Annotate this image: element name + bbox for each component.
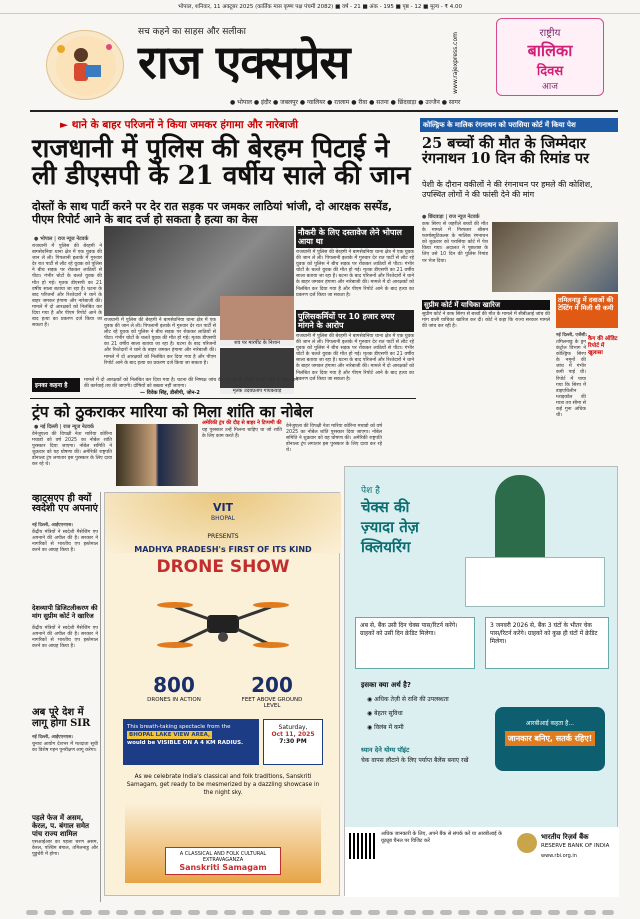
rbi-title3: क्लियरिंग [361,538,411,556]
rbi-benefit2: ◉ बेहतर सुविधा [367,710,403,717]
rbi-question: इसका क्या अर्थ है? [361,681,411,689]
rbi-seal [517,833,537,853]
vit-city: BHOPAL [210,515,236,522]
rbi-bubble1: आरबीआई कहता है... [525,720,575,727]
rbi-tip: चेक वापस लौटाने के लिए पर्याप्त बैलेंस बनाए रखें [361,757,469,764]
newspaper-title: राज एक्सप्रेस [138,35,350,89]
banner-title: Sanskriti Samagam [179,863,267,872]
rbi-intro: पेश है [361,486,380,496]
brief1-headline[interactable]: व्हाट्सएप ही क्यों स्वदेशी एप अपनाएं [32,493,98,514]
cheque-illustration [465,557,605,607]
brief3-body: चुनाव आयोग देशभर में मतदाता सूची का विशेष गहन पुनरीक्षण लागू करेगा। [32,742,98,754]
rbi-title2: ज़्यादा तेज़ [361,518,419,536]
rbi-benefit2-text: बेहतर सुविधा [374,710,403,717]
lead-byline: ● भोपाल | राज न्यूज नेटवर्क [34,236,89,242]
right-kicker: कोल्ड्रिफ के मालिक रंगनाथन को परासिया कोर्ट में किया पेश [420,118,618,132]
lead-bottom-rule [30,398,416,399]
show-date: Oct 11, 2025 [271,731,315,738]
victim-caption: मृतक उदयप्रताप गायकवाड़ [220,388,294,394]
reading-girl-logo [46,30,124,100]
rbi-cheque-ad[interactable] [344,466,618,896]
lead-body: राजधानी में पुलिस की बेरहमी ने बागसेवनिया थाना क्षेत्र में एक युवक की जान ले ली। पिपलानी इलाके में गुरुवार देर रात पार्टी से लौट रहे युवक को पुलिस ने बीच सड़क पर रोककर लाठियों से पीटा। गंभीर चोटों के चलते युवक की मौत हो गई। मृतक डीएसपी का 21 वर्षीय साला बताया जा रहा है। घटना के बाद परिजनों और रिश्तेदारों ने थाने के बाहर जमकर हंगामा और नारेबाजी की। मामले में दो आरक्षकों को निलंबित कर दिया गया है और पीएम रिपोर्ट आने के बाद हत्या का प्रकरण दर्ज किया जा सकता है। [32,244,102,329]
vit-line1: MADHYA PRADESH's FIRST OF ITS KIND [134,545,312,554]
side-byline: नई दिल्ली, एजेंसी: [556,333,588,338]
nobel-quote: अमेरिकी ट्रंप की दौड़ से बाहर ने टिप्पणी की [202,420,282,426]
box1-title: नौकरी के लिए दस्तावेज लेने भोपाल आया था [296,226,414,248]
page-dots-strip [0,900,640,908]
side-body: तमिलनाडु के ड्रग कंट्रोल विभाग ने कोल्ड्रिफ सिरप के नमूनों की जांच में गंभीर कमी पाई थी। रिपोर्ट में पाया गया कि सिरप में डाइएथिलीन ग्लाइकॉल की मात्रा तय सीमा से कई गुना अधिक थी। [556,340,586,419]
banner-text: A CLASSICAL AND FOLK CULTURAL EXTRAVAGANZA [179,851,267,863]
balika-line2: बालिका [527,41,573,60]
sc-subhead: सुप्रीम कोर्ट में याचिका खारिज [422,300,550,310]
date-box [263,719,323,765]
vit-drone-ad[interactable] [104,492,340,896]
brief2-headline[interactable]: देशव्यापी डिजिटलीकरण की मांग सुप्रीम कोर्ट ने खारिज [32,604,98,620]
balika-diwas-badge [496,18,604,96]
rangnathan-photo [492,222,618,292]
rbi-name-en: RESERVE BANK OF INDIA [541,843,610,849]
rbi-box1: अब से, बैंक उसी दिन चेक्स पास/रिटर्न करेंगे। ग्राहकों को उसी दिन क्रेडिट मिलेगा। [355,617,475,669]
show-time: 7:30 PM [279,738,307,745]
right-deck: पेशी के दौरान वकीलों ने की रंगनाथन पर हमले की कोशिश, उपस्थित लोगों ने की फांसी देने की मांग [422,180,593,199]
rbi-benefit1-text: अधिक तेज़ी से राशि की उपलब्धता [374,696,449,703]
edition-cities: ● भोपाल ● इंदौर ● जबलपुर ● ग्वालियर ● रतलाम ● रीवा ● सतना ● छिंदवाड़ा ● उज्जैन ● सागर [230,99,461,106]
right-body: कफ सिरप से जहरीले बच्चों की मौत के मामले में गिरफ्तार श्रीसन फार्मास्युटिकल्स के मालिक रंगनाथन को शुक्रवार को परासिया कोर्ट में पेश किया गया। अदालत ने पूछताछ के लिए उसे 10 दिन की पुलिस रिमांड पर भेज दिया। [422,222,488,264]
drone-show-title: DRONE SHOW [156,557,290,577]
inset-label: इनका कहना है [32,378,80,392]
inset-by: — विवेक सिंह, डीसीपी, जोन-2 [140,390,200,396]
nobel-byline: ● नई दिल्ली | राज न्यूज नेटवर्क [34,424,94,430]
inset-text: मामले में दो आरक्षकों को निलंबित कर दिया गया है। घटना की निष्पक्ष जांच की जा रही है, पीएम रिपोर्ट आने के बाद आगे की कार्रवाई तय की जाएगी। दोषियों को बख्शा नहीं जाएगा। [84,378,298,390]
box1-body: राजधानी में पुलिस की बेरहमी ने बागसेवनिया थाना क्षेत्र में एक युवक की जान ले ली। पिपलानी इलाके में गुरुवार देर रात पार्टी से लौट रहे युवक को पुलिस ने बीच सड़क पर रोककर लाठियों से पीटा। गंभीर चोटों के चलते युवक की मौत हो गई। मृतक डीएसपी का 21 वर्षीय साला बताया जा रहा है। घटना के बाद परिजनों और रिश्तेदारों ने थाने के बाहर जमकर हंगामा और नारेबाजी की। मामले में दो आरक्षकों को निलंबित कर दिया गया है और पीएम रिपोर्ट आने के बाद हत्या का प्रकरण दर्ज किया जा सकता है। [296,250,414,298]
balika-line4: आज [542,82,558,92]
rbi-name-hi: भारतीय रिज़र्व बैंक [541,833,589,841]
date-day: Saturday, [278,724,308,731]
vit-brand: VIT [212,501,234,514]
rbi-box2: 3 जनवरी 2026 से, बैंक 3 घंटों के भीतर चेक पास/रिटर्न करेंगे। ग्राहकों को कुछ ही घंटों में क्रेडिट मिलेगा। [485,617,609,669]
feet-label: FEET ABOVE GROUND LEVEL [241,697,303,709]
venue-box [123,719,259,765]
rbi-benefit3: ◉ विलंब में कमी [367,724,404,731]
brief4-body: एसआईआर का पहला चरण असम, केरल, पश्चिम बंगाल, तमिलनाडु और पुडुचेरी में होगा। [32,840,98,858]
brief1-byline: नई दिल्ली, आईएएनएस। [32,523,73,528]
nobel-photo [116,424,198,486]
sc-body: सुप्रीम कोर्ट ने कफ सिरप से बच्चों की मौत के मामले में सीबीआई जांच की मांग वाली याचिका खारिज कर दी। कोर्ट ने कहा कि राज्य सरकार मामले की जांच कर रही है। [422,312,550,330]
nobel-body: वेनेजुएला की विपक्षी नेता मारिया कोरिना मचाडो को वर्ष 2025 का नोबेल शांति पुरस्कार दिया जाएगा। नोबेल समिति ने शुक्रवार को यह घोषणा की। अमेरिकी राष्ट्रपति डोनाल्ड ट्रंप लगातार इस पुरस्कार के लिए दावा कर रहे थे। [32,432,112,468]
masthead-tagline: सच कहने का साहस और सलीका [138,27,246,37]
rbi-bubble [495,707,605,771]
right-headline[interactable]: 25 बच्चों की मौत के जिम्मेदार रंगनाथन 10 दिन की रिमांड पर [422,135,590,168]
brief4-headline[interactable]: पहले फेज में असम, केरल, प. बंगाल समेत पांच राज्य शामिल [32,814,89,838]
injury-caption: शव पर मारपीट के निशान [220,340,294,346]
cag-title: कैग की ऑडिट रिपोर्ट में खुलासा [588,336,618,356]
nobel-body-col2: वेनेजुएला की विपक्षी नेता मारिया कोरिना मचाडो को वर्ष 2025 का नोबेल शांति पुरस्कार दिया जाएगा। नोबेल समिति ने शुक्रवार को यह घोषणा की। अमेरिकी राष्ट्रपति डोनाल्ड ट्रंप लगातार इस पुरस्कार के लिए दावा कर रहे थे। [286,424,382,454]
dateline: भोपाल, शनिवार, 11 अक्टूबर 2025 (कार्तिक मास कृष्ण पक्ष पंचमी 2082) ■ वर्ष - 21 ■ अंक - 195 ■ पृष्ठ - 12 ■ मूल्य - ₹ 4.00 [0,0,640,14]
qr-code[interactable] [349,833,375,859]
rbi-footer [345,827,619,897]
rbi-benefit3-text: विलंब में कमी [374,724,404,731]
feet-count: 200 [251,673,293,697]
brief1-body: केंद्रीय मंत्रियों ने स्वदेशी मैसेजिंग एप अपनाने की अपील की है। सरकार ने नागरिकों से भारतीय एप इस्तेमाल करने का आग्रह किया है। [32,530,98,554]
injury-photo [220,296,294,340]
drone-icon [155,585,291,665]
celebrate-text: As we celebrate India's classical and folk traditions, Sanskriti Samagam, get ready to be mesmerized by a dazzling showcase in the night sky. [126,774,320,796]
lead-body-col2: राजधानी में पुलिस की बेरहमी ने बागसेवनिया थाना क्षेत्र में एक युवक की जान ले ली। पिपलानी इलाके में गुरुवार देर रात पार्टी से लौट रहे युवक को पुलिस ने बीच सड़क पर रोककर लाठियों से पीटा। गंभीर चोटों के चलते युवक की मौत हो गई। मृतक डीएसपी का 21 वर्षीय साला बताया जा रहा है। घटना के बाद परिजनों और रिश्तेदारों ने थाने के बाहर जमकर हंगामा और नारेबाजी की। मामले में दो आरक्षकों को निलंबित कर दिया गया है और पीएम रिपोर्ट आने के बाद हत्या का प्रकरण दर्ज किया जा सकता है। [104,318,216,366]
nobel-quote-body: यह पुरस्कार उन्हें मिलना चाहिए था जो शांति के लिए काम करते हैं। [202,428,282,440]
drones-label: DRONES IN ACTION [147,697,201,703]
brief3-byline: नई दिल्ली, आईएएनएस। [32,735,73,740]
breath-text: This breath-taking spectacle from the [127,724,231,730]
banner-box [165,847,281,875]
website[interactable]: www.rajexpress.com [452,32,459,94]
rbi-url[interactable]: www.rbi.org.in [541,853,577,859]
vit-presents: PRESENTS [207,533,239,540]
lead-kicker: ► थाने के बाहर परिजनों ने किया जमकर हंगामा और नारेबाजी [60,119,299,131]
tn-caption: तमिलनाडु में दवाओं की टेस्टिंग में मिली थी कमी [556,294,618,328]
lead-headline[interactable]: राजधानी में पुलिस की बेरहम पिटाई ने ली डीएसपी के 21 वर्षीय साले की जान [32,134,411,192]
balika-line1: राष्ट्रीय [539,28,561,39]
masthead-rule [30,110,618,112]
rbi-title1: चेक्स की [361,498,410,516]
right-byline: ● छिंदवाड़ा | राज न्यूज नेटवर्क [422,214,480,220]
box2-title: पुलिसकर्मियों पर 10 हजार रुपए मांगने के आरोप [296,310,414,332]
rbi-bubble2: जानकार बनिए, सतर्क रहिए! [505,731,595,746]
brief2-body: केंद्रीय मंत्रियों ने स्वदेशी मैसेजिंग एप अपनाने की अपील की है। सरकार ने नागरिकों से भारतीय एप इस्तेमाल करने का आग्रह किया है। [32,626,98,650]
balika-line3: दिवस [536,64,564,79]
drones-count: 800 [153,673,195,697]
nobel-headline[interactable]: ट्रंप को ठुकराकर मारिया को मिला शांति का नोबेल [32,402,313,421]
left-col-rule [100,492,101,902]
visible-text: would be VISIBLE ON A 4 KM RADIUS. [127,740,244,746]
rbi-footer-text: अधिक जानकारी के लिए, अपने बैंक से संपर्क करें या आरबीआई के यूट्यूब चैनल पर विजिट करें [381,831,503,844]
lead-deck: दोस्तों के साथ पार्टी करने पर देर रात सड़क पर जमकर लाठियां भांजी, दो आरक्षक सस्पेंड, पीएम रिपोर्ट आने के बाद दर्ज हो सकता है हत्या का केस [32,200,393,226]
rbi-benefit1: ◉ अधिक तेज़ी से राशि की उपलब्धता [367,696,449,703]
venue-text: BHOPAL LAKE VIEW AREA, [129,732,211,738]
brief3-headline[interactable]: अब पूरे देश में लागू होगा SIR [32,707,91,729]
rbi-tip-title: ध्यान देने योग्य पॉइंट [361,746,410,754]
box2-body: राजधानी में पुलिस की बेरहमी ने बागसेवनिया थाना क्षेत्र में एक युवक की जान ले ली। पिपलानी इलाके में गुरुवार देर रात पार्टी से लौट रहे युवक को पुलिस ने बीच सड़क पर रोककर लाठियों से पीटा। गंभीर चोटों के चलते युवक की मौत हो गई। मृतक डीएसपी का 21 वर्षीय साला बताया जा रहा है। घटना के बाद परिजनों और रिश्तेदारों ने थाने के बाहर जमकर हंगामा और नारेबाजी की। मामले में दो आरक्षकों को निलंबित कर दिया गया है और पीएम रिपोर्ट आने के बाद हत्या का प्रकरण दर्ज किया जा सकता है। [296,334,414,382]
